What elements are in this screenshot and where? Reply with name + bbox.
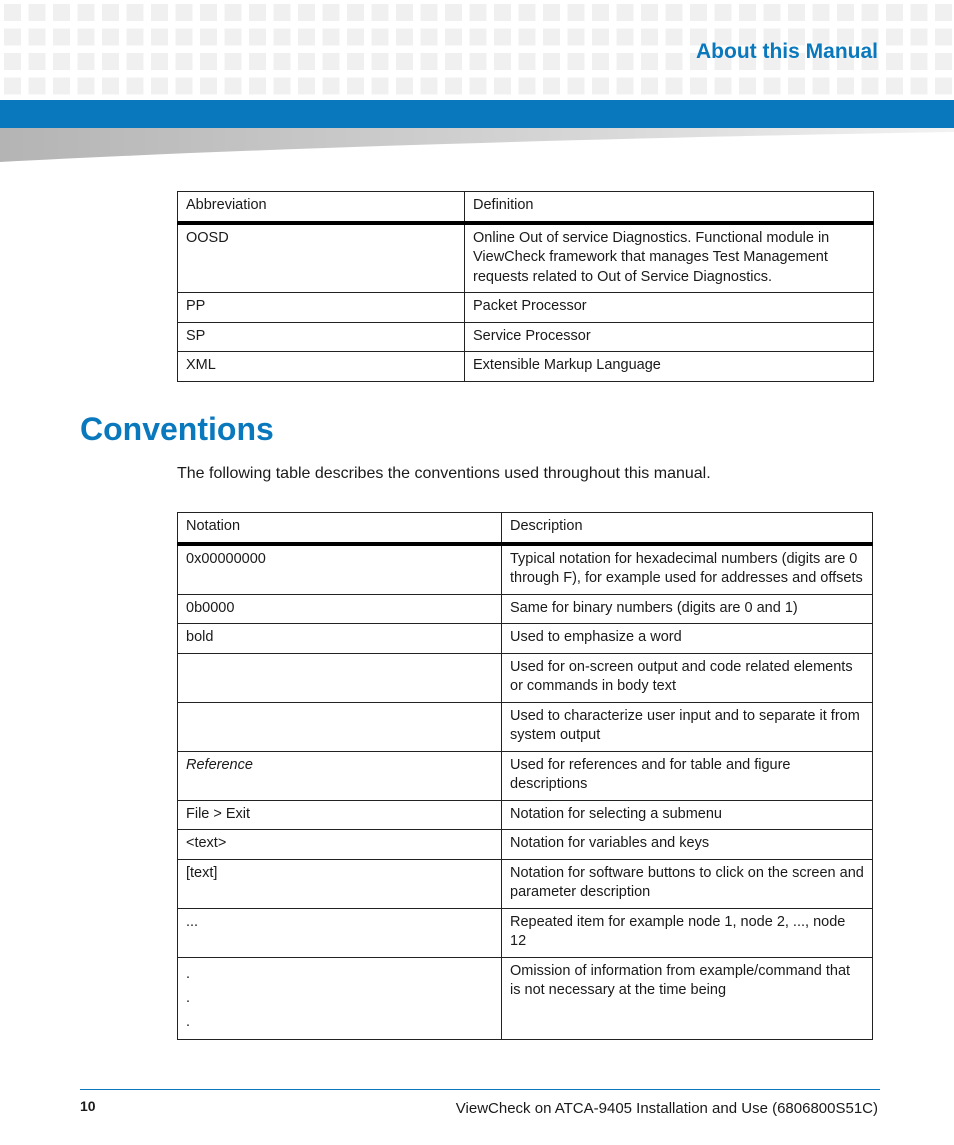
description-cell: Same for binary numbers (digits are 0 and 1) xyxy=(502,594,873,624)
pattern-square xyxy=(470,29,487,46)
notation-cell xyxy=(178,653,502,702)
notation-cell: [text] xyxy=(178,859,502,908)
pattern-square xyxy=(249,29,266,46)
pattern-square xyxy=(935,29,952,46)
pattern-square xyxy=(200,4,217,21)
pattern-square xyxy=(494,29,511,46)
pattern-square xyxy=(421,4,438,21)
pattern-square xyxy=(445,78,462,95)
pattern-square xyxy=(862,4,879,21)
abbreviations-header-row xyxy=(178,192,874,223)
pattern-square xyxy=(127,29,144,46)
pattern-square xyxy=(200,29,217,46)
pattern-square xyxy=(739,4,756,21)
pattern-square xyxy=(592,78,609,95)
pattern-square xyxy=(372,78,389,95)
pattern-square xyxy=(641,29,658,46)
description-cell: Notation for variables and keys xyxy=(502,830,873,860)
column-header-notation: Notation xyxy=(178,513,502,544)
pattern-square xyxy=(715,78,732,95)
pattern-square xyxy=(911,4,928,21)
notation-cell: ... xyxy=(178,908,502,957)
pattern-square xyxy=(225,4,242,21)
pattern-square xyxy=(78,53,95,70)
table-row xyxy=(178,223,874,293)
pattern-square xyxy=(494,78,511,95)
pattern-square xyxy=(935,78,952,95)
pattern-square xyxy=(445,53,462,70)
pattern-square xyxy=(886,29,903,46)
pattern-square xyxy=(29,29,46,46)
pattern-square xyxy=(200,78,217,95)
pattern-square xyxy=(886,4,903,21)
pattern-square xyxy=(935,4,952,21)
pattern-square xyxy=(690,4,707,21)
conventions-title: Conventions xyxy=(80,411,274,447)
pattern-square xyxy=(543,78,560,95)
pattern-square xyxy=(176,29,193,46)
pattern-square xyxy=(347,4,364,21)
pattern-square xyxy=(176,78,193,95)
pattern-square xyxy=(519,4,536,21)
pattern-square xyxy=(813,78,830,95)
table-row xyxy=(178,800,873,830)
pattern-square xyxy=(249,4,266,21)
pattern-square xyxy=(666,78,683,95)
pattern-square xyxy=(4,29,21,46)
pattern-square xyxy=(298,53,315,70)
table-row xyxy=(178,859,873,908)
pattern-square xyxy=(592,4,609,21)
pattern-square xyxy=(666,53,683,70)
table-row xyxy=(178,702,873,751)
abbreviations-table xyxy=(177,191,874,382)
pattern-square xyxy=(53,29,70,46)
conventions-intro: The following table describes the conventions used throughout this manual. xyxy=(177,465,711,482)
header-grey-swoosh xyxy=(0,128,954,164)
footer-rule xyxy=(80,1089,880,1090)
description-cell: Typical notation for hexadecimal numbers (digits are 0 through F), for example used for addresses and offsets xyxy=(502,544,873,595)
pattern-square xyxy=(813,4,830,21)
pattern-square xyxy=(29,78,46,95)
abbreviation-cell: PP xyxy=(178,293,465,323)
table-row xyxy=(178,751,873,800)
pattern-square xyxy=(274,53,291,70)
description-cell: Notation for software buttons to click on the screen and parameter description xyxy=(502,859,873,908)
pattern-square xyxy=(200,53,217,70)
pattern-square xyxy=(4,78,21,95)
pattern-square xyxy=(421,29,438,46)
table-row xyxy=(178,544,873,595)
pattern-square xyxy=(617,29,634,46)
omission-dot: . xyxy=(186,989,191,1006)
notation-cell: bold xyxy=(178,624,502,654)
pattern-square xyxy=(53,4,70,21)
omission-dot: . xyxy=(186,1013,191,1030)
table-row xyxy=(178,352,874,382)
pattern-square xyxy=(347,29,364,46)
pattern-square xyxy=(445,4,462,21)
pattern-square xyxy=(151,78,168,95)
column-header-definition: Definition xyxy=(465,192,874,223)
abbreviation-cell: OOSD xyxy=(178,223,465,293)
pattern-square xyxy=(715,4,732,21)
pattern-square xyxy=(641,4,658,21)
pattern-square xyxy=(641,53,658,70)
description-cell: Used to characterize user input and to separate it from system output xyxy=(502,702,873,751)
pattern-square xyxy=(127,53,144,70)
description-cell: Notation for selecting a submenu xyxy=(502,800,873,830)
pattern-square xyxy=(788,78,805,95)
pattern-square xyxy=(78,4,95,21)
pattern-square xyxy=(886,53,903,70)
description-cell: Used for on-screen output and code related elements or commands in body text xyxy=(502,653,873,702)
pattern-square xyxy=(102,78,119,95)
pattern-square xyxy=(764,78,781,95)
pattern-square xyxy=(151,53,168,70)
pattern-square xyxy=(519,53,536,70)
notation-cell: 0b0000 xyxy=(178,594,502,624)
pattern-square xyxy=(470,78,487,95)
pattern-square xyxy=(347,78,364,95)
pattern-square xyxy=(372,53,389,70)
footer-doc-title: ViewCheck on ATCA-9405 Installation and Use (6806800S51C) xyxy=(455,1100,878,1117)
pattern-square xyxy=(127,4,144,21)
pattern-square xyxy=(911,53,928,70)
pattern-square xyxy=(568,29,585,46)
pattern-square xyxy=(53,53,70,70)
pattern-square xyxy=(274,4,291,21)
pattern-square xyxy=(372,4,389,21)
description-cell: Used for references and for table and figure descriptions xyxy=(502,751,873,800)
pattern-square xyxy=(568,53,585,70)
description-cell: Used to emphasize a word xyxy=(502,624,873,654)
header-blue-band xyxy=(0,100,954,128)
pattern-square xyxy=(543,53,560,70)
pattern-square xyxy=(788,4,805,21)
pattern-square xyxy=(739,78,756,95)
pattern-square xyxy=(102,53,119,70)
table-row xyxy=(178,322,874,352)
definition-cell: Extensible Markup Language xyxy=(465,352,874,382)
pattern-square xyxy=(127,78,144,95)
pattern-square xyxy=(78,29,95,46)
pattern-square xyxy=(372,29,389,46)
pattern-square xyxy=(862,78,879,95)
pattern-square xyxy=(151,29,168,46)
table-row xyxy=(178,624,873,654)
pattern-square xyxy=(519,78,536,95)
pattern-square xyxy=(666,4,683,21)
pattern-square xyxy=(911,29,928,46)
table-row xyxy=(178,957,873,1039)
pattern-square xyxy=(347,53,364,70)
column-header-abbreviation: Abbreviation xyxy=(178,192,465,223)
notation-cell: <text> xyxy=(178,830,502,860)
pattern-square xyxy=(837,4,854,21)
pattern-square xyxy=(53,78,70,95)
pattern-square xyxy=(617,53,634,70)
pattern-square xyxy=(690,78,707,95)
pattern-square xyxy=(274,78,291,95)
pattern-square xyxy=(151,4,168,21)
definition-cell: Service Processor xyxy=(465,322,874,352)
pattern-square xyxy=(323,29,340,46)
table-row xyxy=(178,830,873,860)
pattern-square xyxy=(29,4,46,21)
pattern-square xyxy=(298,78,315,95)
pattern-square xyxy=(641,78,658,95)
description-cell: Repeated item for example node 1, node 2, ..., node 12 xyxy=(502,908,873,957)
pattern-square xyxy=(323,53,340,70)
pattern-square xyxy=(176,4,193,21)
pattern-square xyxy=(176,53,193,70)
table-row xyxy=(178,653,873,702)
notation-cell: File > Exit xyxy=(178,800,502,830)
abbreviation-cell: XML xyxy=(178,352,465,382)
pattern-square xyxy=(617,4,634,21)
pattern-square xyxy=(274,29,291,46)
pattern-square xyxy=(249,53,266,70)
pattern-square xyxy=(396,29,413,46)
pattern-square xyxy=(568,4,585,21)
pattern-square xyxy=(323,4,340,21)
pattern-square xyxy=(911,78,928,95)
omission-dot: . xyxy=(186,965,191,982)
pattern-square xyxy=(494,4,511,21)
notation-cell: Reference xyxy=(178,751,502,800)
notation-cell xyxy=(178,702,502,751)
pattern-square xyxy=(78,78,95,95)
pattern-square xyxy=(568,78,585,95)
pattern-square xyxy=(445,29,462,46)
omission-dots-cell xyxy=(178,957,502,1039)
conventions-header-row xyxy=(178,513,873,544)
pattern-square xyxy=(421,78,438,95)
pattern-square xyxy=(543,4,560,21)
pattern-square xyxy=(617,78,634,95)
conventions-table xyxy=(177,512,873,1040)
pattern-square xyxy=(298,29,315,46)
pattern-square xyxy=(102,4,119,21)
pattern-square xyxy=(396,78,413,95)
table-row xyxy=(178,594,873,624)
abbreviation-cell: SP xyxy=(178,322,465,352)
pattern-square xyxy=(935,53,952,70)
page-number: 10 xyxy=(80,1098,96,1114)
pattern-square xyxy=(298,4,315,21)
pattern-square xyxy=(4,4,21,21)
table-row xyxy=(178,908,873,957)
pattern-square xyxy=(543,29,560,46)
pattern-square xyxy=(102,29,119,46)
pattern-square xyxy=(421,53,438,70)
pattern-square xyxy=(470,4,487,21)
pattern-square xyxy=(225,78,242,95)
pattern-square xyxy=(764,4,781,21)
pattern-square xyxy=(396,4,413,21)
pattern-square xyxy=(592,53,609,70)
pattern-square xyxy=(494,53,511,70)
table-row xyxy=(178,293,874,323)
pattern-square xyxy=(592,29,609,46)
pattern-square xyxy=(470,53,487,70)
definition-cell: Packet Processor xyxy=(465,293,874,323)
pattern-square xyxy=(323,78,340,95)
header-section-label: About this Manual xyxy=(696,40,878,63)
column-header-description: Description xyxy=(502,513,873,544)
definition-cell: Online Out of service Diagnostics. Functional module in ViewCheck framework that manages Test Management requests related to Out of Service Diagnostics. xyxy=(465,223,874,293)
notation-cell: 0x00000000 xyxy=(178,544,502,595)
pattern-square xyxy=(886,78,903,95)
pattern-square xyxy=(519,29,536,46)
pattern-square xyxy=(249,78,266,95)
pattern-square xyxy=(29,53,46,70)
description-cell: Omission of information from example/command that is not necessary at the time being xyxy=(502,957,873,1039)
pattern-square xyxy=(4,53,21,70)
pattern-square xyxy=(225,29,242,46)
pattern-square xyxy=(666,29,683,46)
pattern-square xyxy=(396,53,413,70)
pattern-square xyxy=(837,78,854,95)
pattern-square xyxy=(225,53,242,70)
